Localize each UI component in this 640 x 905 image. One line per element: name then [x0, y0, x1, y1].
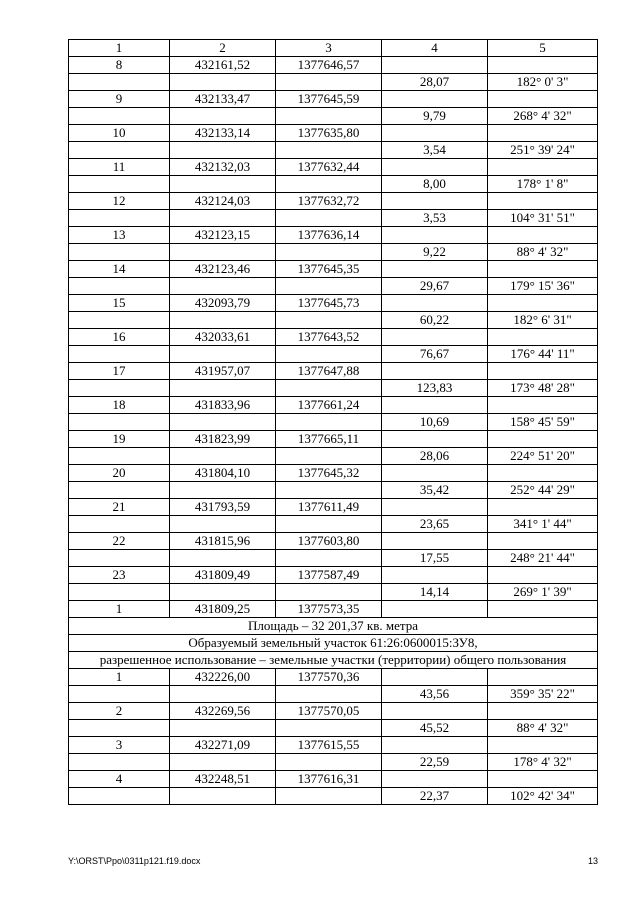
table-cell-col1: [69, 244, 170, 261]
table-cell-col4: 9,22: [382, 244, 488, 261]
table-row-segment: [69, 482, 598, 499]
table-cell-col1: 15: [69, 295, 170, 312]
table-cell-col4: 28,07: [382, 74, 488, 91]
table-cell-col2: [170, 686, 276, 703]
table-cell-col1: 3: [69, 737, 170, 754]
table-cell-col1: [69, 278, 170, 295]
table-cell-col1: 1: [69, 601, 170, 618]
table-cell-col5: [488, 125, 598, 142]
table-row-point: [69, 499, 598, 516]
table-cell-col1: 10: [69, 125, 170, 142]
table-cell-col4: 35,42: [382, 482, 488, 499]
table-cell-col3: 1377632,44: [276, 159, 382, 176]
table-row-point: [69, 193, 598, 210]
table-cell-col2: 432133,47: [170, 91, 276, 108]
table-cell-col3: [276, 74, 382, 91]
table-cell-col2: 432133,14: [170, 125, 276, 142]
table-cell-col4: [382, 737, 488, 754]
table-cell-col3: [276, 244, 382, 261]
table-cell-col4: [382, 227, 488, 244]
table-cell-col3: 1377645,73: [276, 295, 382, 312]
table-cell-col1: 8: [69, 57, 170, 74]
table-row-segment: [69, 448, 598, 465]
table-cell-col2: 432123,15: [170, 227, 276, 244]
table-cell-col4: 3,53: [382, 210, 488, 227]
table-caption-row: [69, 618, 598, 635]
table-cell-col3: 1377645,59: [276, 91, 382, 108]
table-cell-col3: [276, 142, 382, 159]
table-row-segment: [69, 788, 598, 805]
table-cell-col2: 432033,61: [170, 329, 276, 346]
table-cell-col1: 4: [69, 771, 170, 788]
table-cell-col5: [488, 397, 598, 414]
table-cell-col3: [276, 550, 382, 567]
table-cell-col5: 158° 45' 59": [488, 414, 598, 431]
table-cell-col5: [488, 329, 598, 346]
table-cell-col2: [170, 448, 276, 465]
table-cell-col1: [69, 788, 170, 805]
table-row-point: [69, 601, 598, 618]
table-cell-col5: [488, 295, 598, 312]
table-cell-col4: [382, 431, 488, 448]
table-cell-col3: 1377645,32: [276, 465, 382, 482]
table-cell-col1: 13: [69, 227, 170, 244]
table-row-point: [69, 91, 598, 108]
table-cell-col1: [69, 414, 170, 431]
table-cell-col2: [170, 210, 276, 227]
table-cell-col4: [382, 363, 488, 380]
table-cell-col2: [170, 720, 276, 737]
table-cell-col4: [382, 159, 488, 176]
table-cell-col4: 60,22: [382, 312, 488, 329]
table-cell-col3: [276, 788, 382, 805]
table-cell-col5: [488, 737, 598, 754]
table-cell-col1: [69, 74, 170, 91]
table-cell-col4: [382, 601, 488, 618]
table-cell-col4: [382, 57, 488, 74]
table-cell-col5: [488, 601, 598, 618]
table-cell-col2: 432093,79: [170, 295, 276, 312]
table-cell-col4: 29,67: [382, 278, 488, 295]
table-cell-col2: 431957,07: [170, 363, 276, 380]
table-row-point: [69, 567, 598, 584]
table-cell-col5: [488, 669, 598, 686]
table-cell-col4: 28,06: [382, 448, 488, 465]
table-cell-col1: [69, 482, 170, 499]
table-cell-col1: 23: [69, 567, 170, 584]
table-cell-col5: [488, 159, 598, 176]
table-cell-col3: 1377643,52: [276, 329, 382, 346]
table-row-segment: [69, 176, 598, 193]
coordinates-table: [68, 39, 598, 805]
table-cell-col3: 1377587,49: [276, 567, 382, 584]
table-row-point: [69, 465, 598, 482]
table-cell-col1: 20: [69, 465, 170, 482]
table-row-point: [69, 397, 598, 414]
table-cell-col3: 1377570,36: [276, 669, 382, 686]
table-cell-col4: 14,14: [382, 584, 488, 601]
table-cell-col1: [69, 176, 170, 193]
table-cell-col2: [170, 380, 276, 397]
table-cell-col3: 1377616,31: [276, 771, 382, 788]
table-cell-col2: [170, 142, 276, 159]
table-cell-col4: [382, 193, 488, 210]
table-cell-col3: 1377615,55: [276, 737, 382, 754]
table-cell-col2: [170, 414, 276, 431]
table-cell-col4: 8,00: [382, 176, 488, 193]
table-row-point: [69, 703, 598, 720]
table-cell-col5: 269° 1' 39": [488, 584, 598, 601]
table-cell-col5: [488, 533, 598, 550]
table-cell-col3: [276, 448, 382, 465]
table-row-point: [69, 533, 598, 550]
table-cell-col2: [170, 550, 276, 567]
table-cell-col4: [382, 533, 488, 550]
table-cell-col2: 432248,51: [170, 771, 276, 788]
table-cell-col2: [170, 516, 276, 533]
table-row-segment: [69, 108, 598, 125]
table-cell-col3: 1377570,05: [276, 703, 382, 720]
table-cell-col4: [382, 669, 488, 686]
table-header-row: [69, 40, 598, 57]
table-cell-col4: [382, 91, 488, 108]
table-cell-col5: 341° 1' 44": [488, 516, 598, 533]
table-cell-col1: [69, 448, 170, 465]
table-cell-col2: 431809,49: [170, 567, 276, 584]
table-cell-col1: 21: [69, 499, 170, 516]
table-row-segment: [69, 720, 598, 737]
table-cell-col4: [382, 499, 488, 516]
table-cell-col2: 431823,99: [170, 431, 276, 448]
table-row-point: [69, 295, 598, 312]
table-cell-col5: 178° 1' 8": [488, 176, 598, 193]
table-cell-col1: 9: [69, 91, 170, 108]
table-cell-col3: [276, 414, 382, 431]
document-file-path: Y:\ORST\Ppo\0311p121.f19.docx: [68, 856, 201, 866]
table-cell-col5: [488, 465, 598, 482]
table-cell-col5: 251° 39' 24": [488, 142, 598, 159]
table-cell-col5: 182° 6' 31": [488, 312, 598, 329]
table-cell-col1: 14: [69, 261, 170, 278]
column-header-1: 1: [69, 40, 170, 57]
table-cell-col5: 179° 15' 36": [488, 278, 598, 295]
table-cell-col3: 1377636,14: [276, 227, 382, 244]
table-caption-cell: Образуемый земельный участок 61:26:0600015:ЗУ8,: [69, 635, 598, 652]
table-cell-col3: 1377603,80: [276, 533, 382, 550]
table-cell-col5: 248° 21' 44": [488, 550, 598, 567]
table-cell-col4: 3,54: [382, 142, 488, 159]
table-cell-col4: 43,56: [382, 686, 488, 703]
table-row-segment: [69, 142, 598, 159]
table-cell-col4: [382, 567, 488, 584]
table-cell-col2: 432124,03: [170, 193, 276, 210]
table-cell-col3: 1377647,88: [276, 363, 382, 380]
table-cell-col4: 76,67: [382, 346, 488, 363]
table-cell-col2: 431833,96: [170, 397, 276, 414]
table-cell-col5: [488, 57, 598, 74]
table-cell-col2: 432161,52: [170, 57, 276, 74]
table-cell-col5: 104° 31' 51": [488, 210, 598, 227]
table-cell-col2: [170, 754, 276, 771]
column-header-4: 4: [382, 40, 488, 57]
table-cell-col3: [276, 482, 382, 499]
table-cell-col4: 9,79: [382, 108, 488, 125]
table-cell-col1: 11: [69, 159, 170, 176]
table-cell-col4: [382, 329, 488, 346]
table-caption-cell: Площадь – 32 201,37 кв. метра: [69, 618, 598, 635]
table-cell-col2: [170, 346, 276, 363]
table-cell-col5: [488, 567, 598, 584]
table-cell-col1: [69, 584, 170, 601]
table-cell-col3: [276, 686, 382, 703]
table-cell-col2: [170, 74, 276, 91]
table-cell-col5: [488, 499, 598, 516]
table-row-point: [69, 737, 598, 754]
table-cell-col5: [488, 91, 598, 108]
table-row-segment: [69, 414, 598, 431]
table-cell-col3: [276, 516, 382, 533]
table-row-segment: [69, 74, 598, 91]
table-cell-col2: 431804,10: [170, 465, 276, 482]
table-cell-col1: 18: [69, 397, 170, 414]
table-cell-col4: 23,65: [382, 516, 488, 533]
table-row-segment: [69, 312, 598, 329]
table-row-point: [69, 431, 598, 448]
table-cell-col1: [69, 210, 170, 227]
table-cell-col1: 2: [69, 703, 170, 720]
table-cell-col2: 432123,46: [170, 261, 276, 278]
table-cell-col4: [382, 125, 488, 142]
table-cell-col5: 182° 0' 3": [488, 74, 598, 91]
table-row-point: [69, 227, 598, 244]
table-cell-col1: 19: [69, 431, 170, 448]
table-cell-col1: [69, 142, 170, 159]
table-cell-col1: 1: [69, 669, 170, 686]
table-cell-col5: [488, 261, 598, 278]
table-cell-col2: [170, 584, 276, 601]
table-cell-col3: 1377635,80: [276, 125, 382, 142]
table-cell-col5: [488, 227, 598, 244]
table-row-segment: [69, 210, 598, 227]
table-cell-col1: [69, 312, 170, 329]
table-cell-col4: 22,37: [382, 788, 488, 805]
table-cell-col4: 123,83: [382, 380, 488, 397]
table-row-segment: [69, 550, 598, 567]
page-number: 13: [587, 856, 598, 866]
table-cell-col3: [276, 312, 382, 329]
table-cell-col3: 1377573,35: [276, 601, 382, 618]
table-cell-col1: [69, 754, 170, 771]
table-cell-col3: [276, 108, 382, 125]
table-cell-col5: [488, 363, 598, 380]
table-cell-col5: 178° 4' 32": [488, 754, 598, 771]
table-cell-col1: [69, 516, 170, 533]
table-cell-col1: 16: [69, 329, 170, 346]
table-caption-row: [69, 652, 598, 669]
table-cell-col2: [170, 788, 276, 805]
table-cell-col4: 17,55: [382, 550, 488, 567]
table-cell-col5: 102° 42' 34": [488, 788, 598, 805]
table-cell-col1: 12: [69, 193, 170, 210]
table-cell-col4: [382, 703, 488, 720]
table-cell-col3: 1377665,11: [276, 431, 382, 448]
table-cell-col4: [382, 771, 488, 788]
table-cell-col5: [488, 431, 598, 448]
table-cell-col2: [170, 312, 276, 329]
table-cell-col3: 1377646,57: [276, 57, 382, 74]
table-caption-row: [69, 635, 598, 652]
table-cell-col5: 88° 4' 32": [488, 720, 598, 737]
table-cell-col2: [170, 278, 276, 295]
table-row-point: [69, 329, 598, 346]
table-row-point: [69, 261, 598, 278]
table-row-segment: [69, 278, 598, 295]
table-cell-col5: [488, 193, 598, 210]
table-cell-col3: 1377611,49: [276, 499, 382, 516]
table-cell-col1: [69, 550, 170, 567]
table-row-point: [69, 159, 598, 176]
table-cell-col5: 173° 48' 28": [488, 380, 598, 397]
table-cell-col1: [69, 720, 170, 737]
table-row-segment: [69, 244, 598, 261]
table-cell-col1: [69, 108, 170, 125]
table-cell-col3: [276, 754, 382, 771]
table-cell-col2: [170, 244, 276, 261]
table-cell-col2: 432226,00: [170, 669, 276, 686]
table-cell-col4: [382, 465, 488, 482]
table-cell-col4: [382, 397, 488, 414]
table-cell-col2: 431793,59: [170, 499, 276, 516]
table-cell-col2: [170, 108, 276, 125]
table-body: [69, 57, 598, 805]
table-cell-col1: 22: [69, 533, 170, 550]
table-cell-col2: 432269,56: [170, 703, 276, 720]
table-cell-col3: [276, 720, 382, 737]
table-cell-col3: [276, 278, 382, 295]
table-cell-col4: 22,59: [382, 754, 488, 771]
table-cell-col2: [170, 482, 276, 499]
table-cell-col4: 45,52: [382, 720, 488, 737]
table-cell-col2: 431809,25: [170, 601, 276, 618]
column-header-5: 5: [488, 40, 598, 57]
table-row-segment: [69, 754, 598, 771]
table-cell-col3: [276, 380, 382, 397]
table-cell-col1: [69, 346, 170, 363]
table-cell-col3: [276, 176, 382, 193]
table-cell-col3: [276, 346, 382, 363]
table-cell-col5: 252° 44' 29": [488, 482, 598, 499]
column-header-2: 2: [170, 40, 276, 57]
table-cell-col5: 88° 4' 32": [488, 244, 598, 261]
table-cell-col3: [276, 584, 382, 601]
table-cell-col4: [382, 261, 488, 278]
table-cell-col2: [170, 176, 276, 193]
table-cell-col3: 1377661,24: [276, 397, 382, 414]
table-row-segment: [69, 584, 598, 601]
table-cell-col5: 224° 51' 20": [488, 448, 598, 465]
table-cell-col2: 432271,09: [170, 737, 276, 754]
table-cell-col1: [69, 686, 170, 703]
table-row-segment: [69, 686, 598, 703]
table-caption-cell: разрешенное использование – земельные участки (территории) общего пользования: [69, 652, 598, 669]
table-cell-col5: [488, 771, 598, 788]
table-cell-col5: [488, 703, 598, 720]
table-cell-col5: 176° 44' 11": [488, 346, 598, 363]
table-cell-col3: 1377632,72: [276, 193, 382, 210]
table-cell-col3: 1377645,35: [276, 261, 382, 278]
table-row-segment: [69, 380, 598, 397]
table-row-point: [69, 669, 598, 686]
table-cell-col2: 432132,03: [170, 159, 276, 176]
table-cell-col4: [382, 295, 488, 312]
table-row-point: [69, 771, 598, 788]
table-cell-col3: [276, 210, 382, 227]
table-row-point: [69, 363, 598, 380]
table-cell-col5: 268° 4' 32": [488, 108, 598, 125]
table-cell-col1: [69, 380, 170, 397]
table-cell-col2: 431815,96: [170, 533, 276, 550]
table-cell-col1: 17: [69, 363, 170, 380]
table-row-point: [69, 125, 598, 142]
table-row-point: [69, 57, 598, 74]
table-row-segment: [69, 346, 598, 363]
table-cell-col4: 10,69: [382, 414, 488, 431]
column-header-3: 3: [276, 40, 382, 57]
table-row-segment: [69, 516, 598, 533]
table-cell-col5: 359° 35' 22": [488, 686, 598, 703]
